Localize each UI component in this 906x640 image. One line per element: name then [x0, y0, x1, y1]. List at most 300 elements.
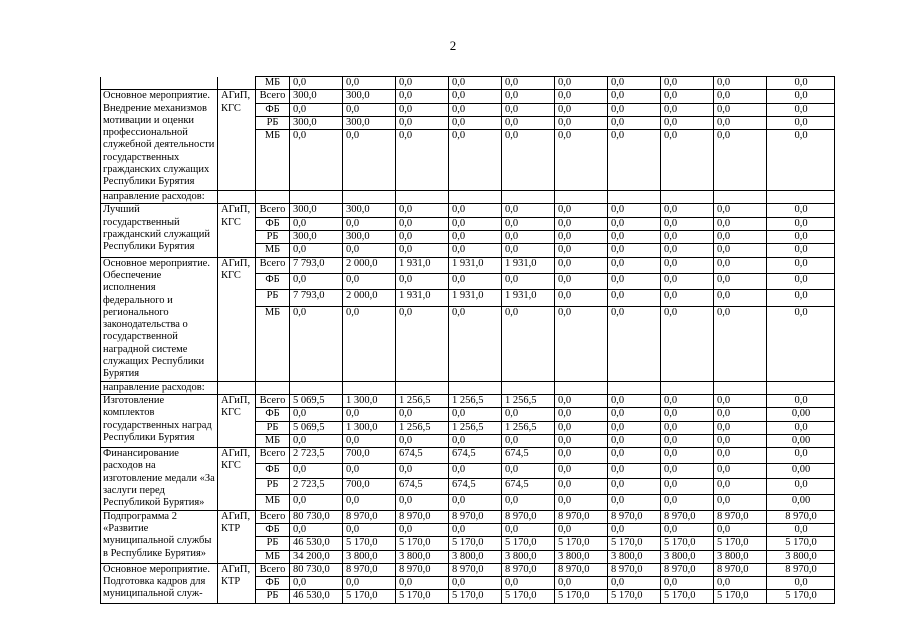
- activity-name: [101, 77, 218, 90]
- amount-cell: 5 069,5: [290, 421, 343, 434]
- amount-cell: 0,0: [502, 577, 555, 590]
- amount-cell: 0,0: [767, 523, 835, 536]
- empty-cell: [218, 191, 256, 204]
- amount-cell: 8 970,0: [343, 563, 396, 576]
- amount-cell: 0,0: [449, 130, 502, 191]
- table-row: [101, 448, 835, 464]
- amount-cell: 0,0: [661, 257, 714, 273]
- amount-cell: 0,0: [661, 103, 714, 116]
- amount-cell: 0,0: [449, 463, 502, 479]
- amount-cell: 0,0: [449, 577, 502, 590]
- amount-cell: 0,0: [343, 494, 396, 510]
- amount-cell: 0,0: [767, 77, 835, 90]
- amount-cell: 0,0: [555, 231, 608, 244]
- table-row: [101, 204, 835, 217]
- amount-cell: 0,0: [767, 448, 835, 464]
- amount-cell: 0,0: [608, 217, 661, 230]
- amount-cell: 0,0: [714, 90, 767, 103]
- amount-cell: 0,0: [396, 434, 449, 447]
- amount-cell: 0,0: [714, 394, 767, 407]
- amount-cell: 2 723,5: [290, 479, 343, 495]
- amount-cell: 0,0: [661, 577, 714, 590]
- amount-cell: 0,0: [555, 217, 608, 230]
- amount-cell: 0,0: [661, 523, 714, 536]
- budget-table: [100, 76, 835, 604]
- amount-cell: 0,0: [714, 434, 767, 447]
- amount-cell: 0,0: [661, 448, 714, 464]
- executor: [218, 77, 256, 90]
- empty-cell: [396, 381, 449, 394]
- amount-cell: 1 931,0: [502, 257, 555, 273]
- amount-cell: 0,0: [767, 421, 835, 434]
- amount-cell: 3 800,0: [555, 550, 608, 563]
- amount-cell: 8 970,0: [449, 510, 502, 523]
- amount-cell: 5 170,0: [396, 590, 449, 603]
- table-row: [101, 77, 835, 90]
- amount-cell: 0,0: [767, 116, 835, 129]
- funding-source: ФБ: [256, 274, 290, 290]
- amount-cell: 2 000,0: [343, 290, 396, 306]
- amount-cell: 0,0: [555, 463, 608, 479]
- amount-cell: 2 000,0: [343, 257, 396, 273]
- amount-cell: 8 970,0: [396, 563, 449, 576]
- amount-cell: 0,0: [661, 463, 714, 479]
- amount-cell: 0,0: [396, 90, 449, 103]
- amount-cell: 0,0: [661, 77, 714, 90]
- amount-cell: 0,0: [502, 274, 555, 290]
- amount-cell: 5 170,0: [608, 537, 661, 550]
- amount-cell: 1 931,0: [449, 257, 502, 273]
- amount-cell: 0,0: [714, 421, 767, 434]
- amount-cell: 5 170,0: [396, 537, 449, 550]
- amount-cell: 0,0: [714, 204, 767, 217]
- amount-cell: 0,0: [502, 204, 555, 217]
- amount-cell: 5 170,0: [449, 537, 502, 550]
- amount-cell: 8 970,0: [343, 510, 396, 523]
- amount-cell: 0,0: [555, 77, 608, 90]
- empty-cell: [256, 191, 290, 204]
- amount-cell: 8 970,0: [608, 510, 661, 523]
- amount-cell: 300,0: [290, 116, 343, 129]
- empty-cell: [661, 191, 714, 204]
- funding-source: Всего: [256, 257, 290, 273]
- amount-cell: 0,0: [290, 103, 343, 116]
- amount-cell: 8 970,0: [502, 510, 555, 523]
- amount-cell: 0,0: [714, 479, 767, 495]
- amount-cell: 0,0: [767, 204, 835, 217]
- amount-cell: 0,0: [661, 204, 714, 217]
- amount-cell: 0,0: [343, 77, 396, 90]
- funding-source: РБ: [256, 231, 290, 244]
- amount-cell: 700,0: [343, 479, 396, 495]
- amount-cell: 7 793,0: [290, 257, 343, 273]
- amount-cell: 0,0: [396, 204, 449, 217]
- funding-source: МБ: [256, 244, 290, 257]
- activity-name: Подпрограмма 2 «Развитие муниципальной службы в Республике Бурятия»: [101, 510, 218, 563]
- amount-cell: 80 730,0: [290, 510, 343, 523]
- empty-cell: [343, 191, 396, 204]
- amount-cell: 0,0: [290, 494, 343, 510]
- amount-cell: 0,0: [449, 244, 502, 257]
- amount-cell: 1 931,0: [502, 290, 555, 306]
- amount-cell: 0,0: [343, 434, 396, 447]
- amount-cell: 8 970,0: [661, 510, 714, 523]
- executor: АГиП, КГС: [218, 204, 256, 257]
- amount-cell: 0,00: [767, 463, 835, 479]
- amount-cell: 0,0: [661, 130, 714, 191]
- amount-cell: 0,0: [608, 306, 661, 381]
- table-row: [101, 394, 835, 407]
- table-row: [101, 563, 835, 576]
- amount-cell: 0,0: [608, 408, 661, 421]
- amount-cell: 0,0: [608, 463, 661, 479]
- amount-cell: 5 170,0: [767, 537, 835, 550]
- amount-cell: 674,5: [449, 448, 502, 464]
- amount-cell: 0,0: [767, 103, 835, 116]
- amount-cell: 8 970,0: [555, 563, 608, 576]
- amount-cell: 0,0: [767, 306, 835, 381]
- executor: АГиП, КГС: [218, 90, 256, 191]
- amount-cell: 0,0: [714, 103, 767, 116]
- amount-cell: 0,0: [608, 394, 661, 407]
- amount-cell: 0,0: [502, 494, 555, 510]
- amount-cell: 674,5: [396, 448, 449, 464]
- amount-cell: 0,00: [767, 434, 835, 447]
- amount-cell: 0,0: [290, 130, 343, 191]
- amount-cell: 0,0: [555, 204, 608, 217]
- amount-cell: 0,0: [396, 116, 449, 129]
- activity-name: Основное мероприятие. Внедрение механизмов мотивации и оценки профессиональной служебной деятельности государственных гражданских служащих Республики Бурятия: [101, 90, 218, 191]
- table-row: [101, 257, 835, 273]
- amount-cell: 0,0: [449, 103, 502, 116]
- amount-cell: 0,0: [608, 90, 661, 103]
- amount-cell: 5 170,0: [502, 537, 555, 550]
- amount-cell: 0,0: [661, 479, 714, 495]
- funding-source: Всего: [256, 510, 290, 523]
- amount-cell: 0,0: [555, 90, 608, 103]
- activity-name: Основное мероприятие. Подготовка кадров для муниципальной служ-: [101, 563, 218, 603]
- amount-cell: 0,0: [290, 408, 343, 421]
- amount-cell: 0,0: [343, 306, 396, 381]
- amount-cell: 0,0: [661, 434, 714, 447]
- empty-cell: [256, 381, 290, 394]
- empty-cell: [343, 381, 396, 394]
- amount-cell: 0,0: [608, 244, 661, 257]
- amount-cell: 1 256,5: [449, 394, 502, 407]
- empty-cell: [767, 191, 835, 204]
- amount-cell: 80 730,0: [290, 563, 343, 576]
- amount-cell: 0,0: [714, 257, 767, 273]
- amount-cell: 0,0: [608, 116, 661, 129]
- amount-cell: 46 530,0: [290, 590, 343, 603]
- table-row: [101, 510, 835, 523]
- amount-cell: 0,0: [714, 217, 767, 230]
- amount-cell: 0,0: [396, 231, 449, 244]
- amount-cell: 674,5: [502, 479, 555, 495]
- funding-source: РБ: [256, 116, 290, 129]
- amount-cell: 0,0: [502, 130, 555, 191]
- amount-cell: 0,0: [714, 306, 767, 381]
- amount-cell: 1 256,5: [502, 421, 555, 434]
- amount-cell: 5 170,0: [449, 590, 502, 603]
- amount-cell: 674,5: [396, 479, 449, 495]
- activity-name: Основное мероприятие. Обеспечение исполнения федерального и регионального законодательства о государственной наградной системе служащих Республики Бурятия: [101, 257, 218, 381]
- amount-cell: 300,0: [343, 204, 396, 217]
- amount-cell: 0,0: [343, 130, 396, 191]
- empty-cell: [290, 381, 343, 394]
- amount-cell: 0,0: [396, 577, 449, 590]
- amount-cell: 0,0: [449, 217, 502, 230]
- amount-cell: 300,0: [290, 204, 343, 217]
- funding-source: МБ: [256, 550, 290, 563]
- amount-cell: 0,0: [555, 257, 608, 273]
- amount-cell: 46 530,0: [290, 537, 343, 550]
- amount-cell: 3 800,0: [714, 550, 767, 563]
- amount-cell: 0,0: [502, 217, 555, 230]
- amount-cell: 34 200,0: [290, 550, 343, 563]
- amount-cell: 0,0: [290, 434, 343, 447]
- amount-cell: 0,0: [608, 231, 661, 244]
- amount-cell: 0,0: [608, 274, 661, 290]
- funding-source: МБ: [256, 130, 290, 191]
- activity-name: Изготовление комплектов государственных наград Республики Бурятия: [101, 394, 218, 447]
- empty-cell: [767, 381, 835, 394]
- empty-cell: [555, 381, 608, 394]
- amount-cell: 0,0: [449, 306, 502, 381]
- amount-cell: 0,0: [661, 494, 714, 510]
- amount-cell: 5 170,0: [714, 590, 767, 603]
- amount-cell: 5 170,0: [343, 590, 396, 603]
- amount-cell: 0,0: [608, 290, 661, 306]
- amount-cell: 0,0: [767, 290, 835, 306]
- section-label: направление расходов:: [101, 191, 218, 204]
- amount-cell: 0,0: [502, 244, 555, 257]
- executor: АГиП, КГС: [218, 394, 256, 447]
- amount-cell: 0,0: [767, 217, 835, 230]
- amount-cell: 0,0: [608, 130, 661, 191]
- amount-cell: 0,0: [661, 217, 714, 230]
- amount-cell: 0,0: [396, 217, 449, 230]
- amount-cell: 0,0: [343, 463, 396, 479]
- amount-cell: 0,0: [290, 244, 343, 257]
- amount-cell: 0,0: [290, 217, 343, 230]
- amount-cell: 0,00: [767, 494, 835, 510]
- amount-cell: 0,0: [343, 244, 396, 257]
- amount-cell: 5 170,0: [502, 590, 555, 603]
- amount-cell: 8 970,0: [714, 563, 767, 576]
- amount-cell: 3 800,0: [767, 550, 835, 563]
- amount-cell: 0,0: [396, 494, 449, 510]
- executor: АГиП, КТР: [218, 510, 256, 563]
- amount-cell: 0,0: [396, 103, 449, 116]
- amount-cell: 0,0: [555, 408, 608, 421]
- amount-cell: 1 300,0: [343, 394, 396, 407]
- amount-cell: 0,0: [290, 306, 343, 381]
- amount-cell: 0,0: [555, 577, 608, 590]
- amount-cell: 0,0: [767, 90, 835, 103]
- amount-cell: 0,0: [661, 394, 714, 407]
- amount-cell: 300,0: [343, 231, 396, 244]
- empty-cell: [218, 381, 256, 394]
- page-number: 2: [449, 38, 457, 53]
- funding-source: РБ: [256, 479, 290, 495]
- amount-cell: 674,5: [502, 448, 555, 464]
- amount-cell: 8 970,0: [661, 563, 714, 576]
- amount-cell: 0,0: [608, 421, 661, 434]
- amount-cell: 0,0: [767, 274, 835, 290]
- amount-cell: 8 970,0: [396, 510, 449, 523]
- empty-cell: [449, 381, 502, 394]
- amount-cell: 0,0: [555, 479, 608, 495]
- amount-cell: 0,0: [608, 103, 661, 116]
- amount-cell: 0,0: [555, 434, 608, 447]
- amount-cell: 0,0: [714, 130, 767, 191]
- amount-cell: 7 793,0: [290, 290, 343, 306]
- empty-cell: [661, 381, 714, 394]
- amount-cell: 0,0: [555, 394, 608, 407]
- amount-cell: 0,0: [502, 116, 555, 129]
- funding-source: РБ: [256, 590, 290, 603]
- amount-cell: 5 069,5: [290, 394, 343, 407]
- amount-cell: 1 256,5: [449, 421, 502, 434]
- amount-cell: 8 970,0: [767, 510, 835, 523]
- executor: АГиП, КТР: [218, 563, 256, 603]
- amount-cell: 5 170,0: [555, 537, 608, 550]
- empty-cell: [290, 191, 343, 204]
- empty-cell: [396, 191, 449, 204]
- amount-cell: 0,0: [396, 306, 449, 381]
- section-label: направление расходов:: [101, 381, 218, 394]
- amount-cell: 0,0: [608, 479, 661, 495]
- amount-cell: 0,0: [661, 408, 714, 421]
- amount-cell: 0,0: [714, 290, 767, 306]
- funding-source: РБ: [256, 537, 290, 550]
- amount-cell: 0,0: [502, 408, 555, 421]
- amount-cell: 0,0: [502, 103, 555, 116]
- amount-cell: 300,0: [290, 90, 343, 103]
- amount-cell: 0,0: [449, 231, 502, 244]
- amount-cell: 0,0: [608, 494, 661, 510]
- funding-source: ФБ: [256, 217, 290, 230]
- amount-cell: 0,0: [661, 116, 714, 129]
- amount-cell: 3 800,0: [502, 550, 555, 563]
- amount-cell: 0,0: [661, 421, 714, 434]
- amount-cell: 0,0: [449, 204, 502, 217]
- empty-cell: [502, 191, 555, 204]
- empty-cell: [502, 381, 555, 394]
- amount-cell: 0,0: [449, 408, 502, 421]
- amount-cell: 0,0: [343, 577, 396, 590]
- amount-cell: 0,0: [396, 130, 449, 191]
- amount-cell: 0,0: [502, 90, 555, 103]
- amount-cell: 3 800,0: [608, 550, 661, 563]
- amount-cell: 0,0: [608, 77, 661, 90]
- empty-cell: [608, 381, 661, 394]
- amount-cell: 0,0: [502, 231, 555, 244]
- empty-cell: [714, 381, 767, 394]
- amount-cell: 0,0: [608, 257, 661, 273]
- amount-cell: 0,0: [396, 523, 449, 536]
- amount-cell: 300,0: [290, 231, 343, 244]
- amount-cell: 0,0: [767, 231, 835, 244]
- empty-cell: [714, 191, 767, 204]
- amount-cell: 1 256,5: [502, 394, 555, 407]
- funding-source: ФБ: [256, 463, 290, 479]
- funding-source: Всего: [256, 204, 290, 217]
- amount-cell: 5 170,0: [343, 537, 396, 550]
- amount-cell: 0,0: [502, 306, 555, 381]
- section-row: [101, 191, 835, 204]
- amount-cell: 0,0: [714, 448, 767, 464]
- amount-cell: 0,0: [343, 103, 396, 116]
- amount-cell: 1 931,0: [396, 257, 449, 273]
- amount-cell: 300,0: [343, 116, 396, 129]
- amount-cell: 2 723,5: [290, 448, 343, 464]
- funding-source: Всего: [256, 563, 290, 576]
- amount-cell: 0,0: [290, 463, 343, 479]
- amount-cell: 0,0: [449, 77, 502, 90]
- amount-cell: 0,0: [661, 306, 714, 381]
- amount-cell: 5 170,0: [661, 537, 714, 550]
- amount-cell: 674,5: [449, 479, 502, 495]
- amount-cell: 0,0: [555, 306, 608, 381]
- funding-source: ФБ: [256, 408, 290, 421]
- amount-cell: 0,0: [343, 274, 396, 290]
- funding-source: Всего: [256, 90, 290, 103]
- amount-cell: 1 931,0: [396, 290, 449, 306]
- amount-cell: 0,0: [714, 244, 767, 257]
- amount-cell: 5 170,0: [661, 590, 714, 603]
- amount-cell: 0,0: [555, 523, 608, 536]
- empty-cell: [449, 191, 502, 204]
- amount-cell: 0,0: [555, 116, 608, 129]
- section-row: [101, 381, 835, 394]
- amount-cell: 5 170,0: [608, 590, 661, 603]
- amount-cell: 0,0: [290, 523, 343, 536]
- funding-source: РБ: [256, 290, 290, 306]
- amount-cell: 1 256,5: [396, 421, 449, 434]
- amount-cell: 1 300,0: [343, 421, 396, 434]
- amount-cell: 0,0: [608, 577, 661, 590]
- empty-cell: [608, 191, 661, 204]
- amount-cell: 0,0: [714, 116, 767, 129]
- amount-cell: 0,0: [767, 130, 835, 191]
- amount-cell: 0,0: [290, 77, 343, 90]
- amount-cell: 5 170,0: [714, 537, 767, 550]
- amount-cell: 0,0: [396, 77, 449, 90]
- amount-cell: 0,0: [502, 77, 555, 90]
- funding-source: ФБ: [256, 523, 290, 536]
- amount-cell: 0,0: [714, 231, 767, 244]
- amount-cell: 0,0: [767, 577, 835, 590]
- amount-cell: 0,0: [714, 408, 767, 421]
- amount-cell: 0,0: [608, 434, 661, 447]
- amount-cell: 300,0: [343, 90, 396, 103]
- amount-cell: 0,00: [767, 408, 835, 421]
- funding-source: Всего: [256, 394, 290, 407]
- amount-cell: 5 170,0: [555, 590, 608, 603]
- funding-source: МБ: [256, 434, 290, 447]
- amount-cell: 0,0: [343, 408, 396, 421]
- amount-cell: 0,0: [661, 290, 714, 306]
- amount-cell: 0,0: [767, 394, 835, 407]
- amount-cell: 0,0: [767, 257, 835, 273]
- funding-source: МБ: [256, 77, 290, 90]
- amount-cell: 0,0: [449, 434, 502, 447]
- amount-cell: 0,0: [661, 274, 714, 290]
- amount-cell: 0,0: [608, 523, 661, 536]
- amount-cell: 0,0: [714, 577, 767, 590]
